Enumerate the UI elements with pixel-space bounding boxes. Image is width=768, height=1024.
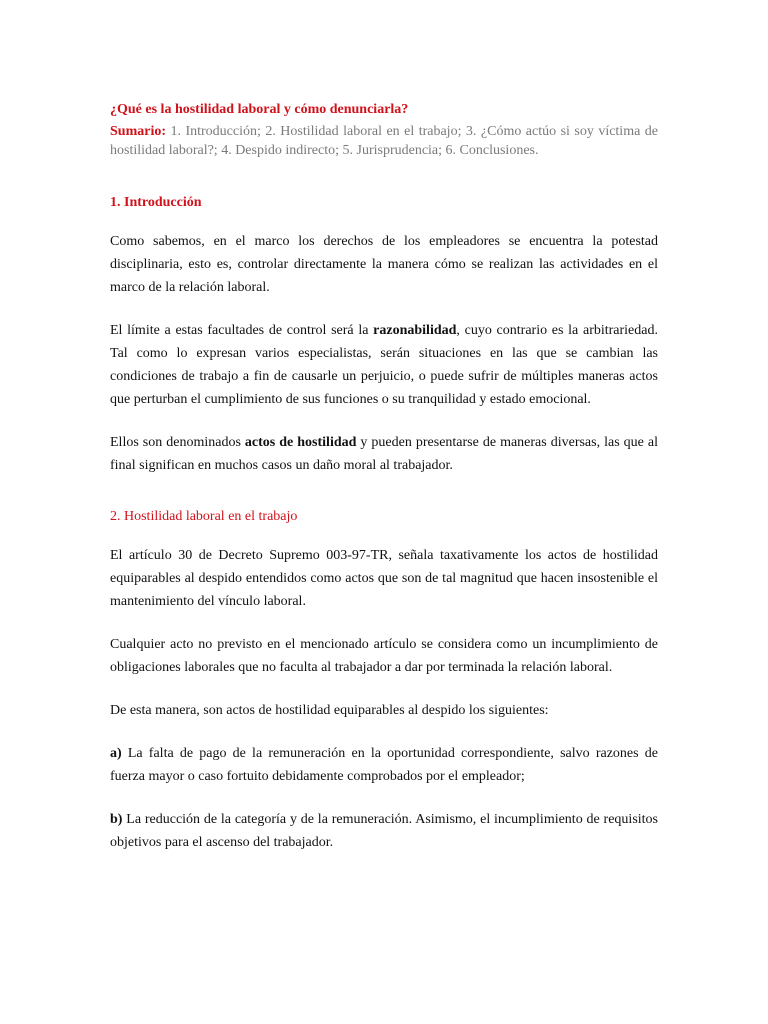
section-heading-hostilidad: 2. Hostilidad laboral en el trabajo [110, 509, 298, 524]
intro-paragraph-3-text: Ellos son denominados [110, 435, 245, 450]
section-heading-introduccion: 1. Introducción [110, 195, 202, 210]
intro-paragraph-2 [110, 319, 658, 411]
intro-paragraph-3-rest: y pueden presentarse de maneras diversas, las que al final significan en muchos casos un daño moral al trabajador. [110, 435, 658, 473]
list-item-b-text: La reducción de la categoría y de la remuneración. Asimismo, el incumplimiento de requisitos objetivos para el ascenso del trabajador. [110, 812, 658, 850]
summary [110, 122, 658, 160]
hostilidad-paragraph-1: El artículo 30 de Decreto Supremo 003-97-TR, señala taxativamente los actos de hostilidad equiparables al despido entendidos como actos que son de tal magnitud que hacen insostenible el mantenimiento del vínculo laboral. [110, 548, 658, 609]
hostilidad-paragraph-2: Cualquier acto no previsto en el mencionado artículo se considera como un incumplimiento de obligaciones laborales que no faculta al trabajador a dar por terminada la relación laboral. [110, 637, 658, 675]
summary-text: 1. Introducción; 2. Hostilidad laboral en el trabajo; 3. ¿Cómo actúo si soy víctima de hostilidad laboral?; 4. Despido indirecto; 5. Jurisprudencia; 6. Conclusiones. [110, 124, 658, 158]
list-item-a-text: La falta de pago de la remuneración en la oportunidad correspondiente, salvo razones de fuerza mayor o caso fortuito debidamente comprobados por el empleador; [110, 746, 658, 784]
document-page [110, 100, 658, 854]
intro-paragraph-1: Como sabemos, en el marco los derechos de los empleadores se encuentra la potestad disciplinaria, esto es, controlar directamente la manera cómo se realizan las actividades en el marco de la relación laboral. [110, 234, 658, 295]
intro-paragraph-2-rest: , cuyo contrario es la arbitrariedad. Tal como lo expresan varios especialistas, serán situaciones en las que se cambian las condiciones de trabajo a fin de causarle un perjuicio, o puede sufrir de múltiples maneras actos que perturban el cumplimiento de sus funciones o su tranquilidad y estado emocional. [110, 323, 658, 407]
list-item-b [110, 808, 658, 854]
list-item-a [110, 742, 658, 788]
hostilidad-paragraph-3: De esta manera, son actos de hostilidad equiparables al despido los siguientes: [110, 703, 549, 718]
list-item-b-marker: b) [110, 812, 123, 827]
list-item-a-marker: a) [110, 746, 122, 761]
intro-paragraph-3 [110, 431, 658, 477]
intro-paragraph-2-text: El límite a estas facultades de control será la [110, 323, 374, 338]
actos-de-hostilidad-term: actos de hostilidad [244, 435, 357, 450]
summary-label: Sumario: [110, 124, 166, 139]
razonabilidad-term: razonabilidad [373, 323, 457, 338]
document-title: ¿Qué es la hostilidad laboral y cómo denunciarla? [110, 102, 409, 117]
